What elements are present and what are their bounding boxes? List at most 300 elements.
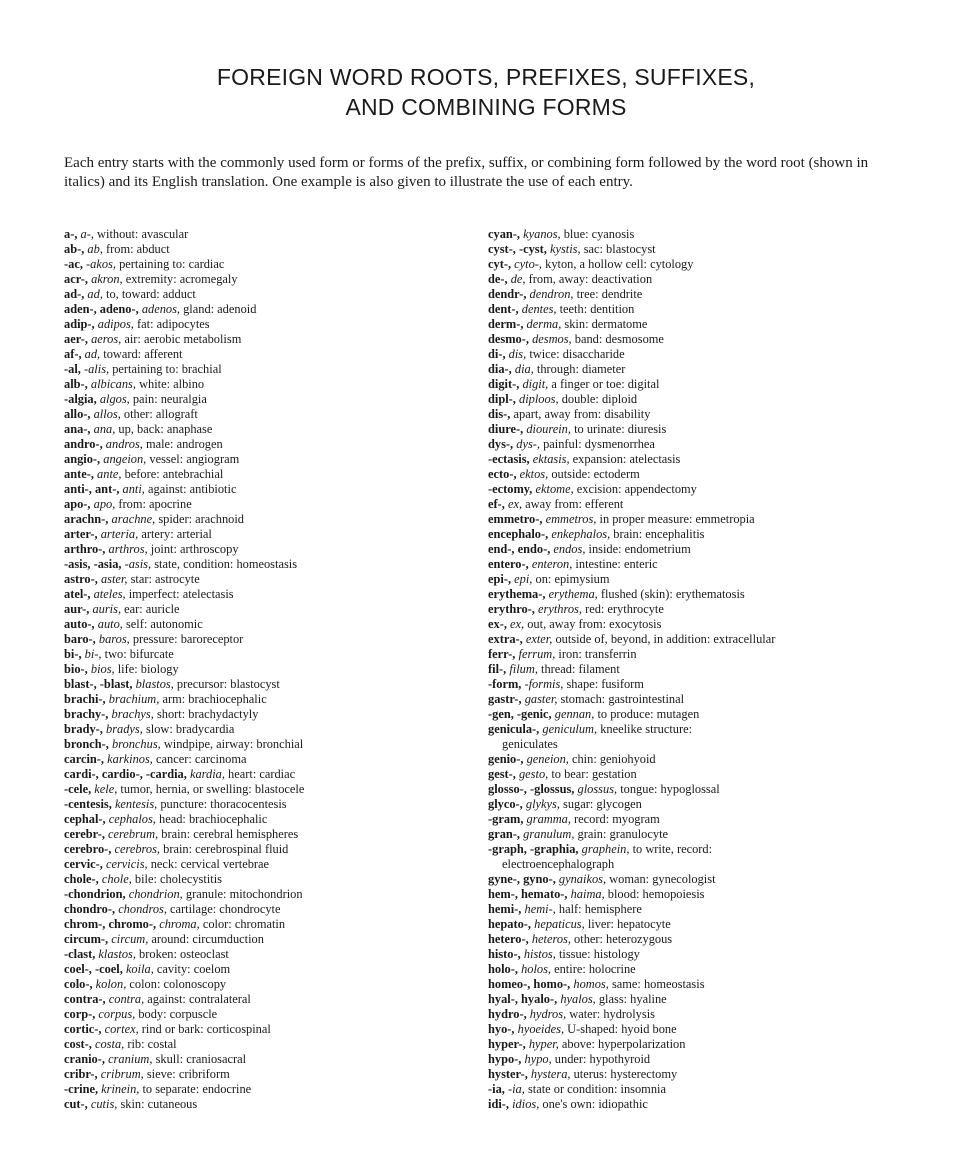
entry-definition-continued: geniculates xyxy=(502,737,558,751)
entry-root: chroma, xyxy=(159,917,200,931)
entry-form: auto-, xyxy=(64,617,95,631)
entry-root: ex, xyxy=(510,617,525,631)
entry xyxy=(64,692,464,707)
entry-form: brachi-, xyxy=(64,692,106,706)
entry-form: cortic-, xyxy=(64,1022,102,1036)
entry-form: -gram, xyxy=(488,812,524,826)
entry-root: bronchus, xyxy=(111,737,161,751)
entry-root: aster, xyxy=(100,572,128,586)
entry-root: emmetros, xyxy=(545,512,597,526)
entry-root: chondrion, xyxy=(128,887,183,901)
entry xyxy=(488,512,908,527)
entry xyxy=(488,542,908,557)
entry xyxy=(64,587,464,602)
entry-form: chole-, xyxy=(64,872,99,886)
entry-form: hypo-, xyxy=(488,1052,522,1066)
entry xyxy=(488,617,908,632)
entry-root: arteria, xyxy=(100,527,139,541)
entry-form: gran-, xyxy=(488,827,521,841)
entry-form: brachy-, xyxy=(64,707,109,721)
entry-root: bi-, xyxy=(84,647,102,661)
entry-root: diourein, xyxy=(526,422,571,436)
entry-definition: above: hyperpolarization xyxy=(558,1037,686,1051)
entry xyxy=(64,317,464,332)
entry-root: ferrum, xyxy=(518,647,556,661)
entry xyxy=(64,872,464,887)
entry-root: koila, xyxy=(125,962,154,976)
entry-root: cephalos, xyxy=(108,812,156,826)
entry-definition: rind or bark: corticospinal xyxy=(138,1022,271,1036)
entry-definition: expansion: atelectasis xyxy=(569,452,681,466)
entry-definition: state or condition: insomnia xyxy=(524,1082,666,1096)
entry-form: erythro-, xyxy=(488,602,535,616)
entry-form: cerebro-, xyxy=(64,842,112,856)
entry-form: brady-, xyxy=(64,722,103,736)
entry xyxy=(488,587,908,602)
entry-root: cyto-, xyxy=(514,257,543,271)
entry-form: dys-, xyxy=(488,437,514,451)
entry-form: epi-, xyxy=(488,572,512,586)
entry-form: -ectasis, xyxy=(488,452,530,466)
entry-form: -clast, xyxy=(64,947,96,961)
entry-root: dentes, xyxy=(521,302,557,316)
entry-form: angio-, xyxy=(64,452,101,466)
entry-definition: sugar: glycogen xyxy=(559,797,642,811)
entry-root: gynaikos, xyxy=(558,872,607,886)
entry-definition: excision: appendectomy xyxy=(573,482,697,496)
entry xyxy=(64,482,464,497)
entry-definition: artery: arterial xyxy=(138,527,212,541)
entry-root: cribrum, xyxy=(100,1067,144,1081)
entry-definition: to write, record: xyxy=(629,842,713,856)
entry-definition: tongue: hypoglossal xyxy=(617,782,720,796)
entry-form: histo-, xyxy=(488,947,521,961)
entry-root: auto, xyxy=(97,617,123,631)
entry-root: albicans, xyxy=(90,377,136,391)
entry-root: geneion, xyxy=(526,752,569,766)
entry xyxy=(64,917,464,932)
entry xyxy=(488,887,908,902)
entry-form: allo-, xyxy=(64,407,91,421)
page-title-line-2: AND COMBINING FORMS xyxy=(345,94,627,120)
entry-form: ef-, xyxy=(488,497,505,511)
entry xyxy=(488,827,908,842)
entry-definition: against: antibiotic xyxy=(144,482,237,496)
entry-definition: cavity: coelom xyxy=(153,962,231,976)
entry-root: de, xyxy=(510,272,526,286)
entry-form: arter-, xyxy=(64,527,98,541)
entry-definition: to separate: endocrine xyxy=(139,1082,252,1096)
entry-form: hyal-, hyalo-, xyxy=(488,992,558,1006)
entry-root: erythros, xyxy=(538,602,582,616)
entry-form: bronch-, xyxy=(64,737,109,751)
entry xyxy=(488,977,908,992)
entry-definition: teeth: dentition xyxy=(556,302,635,316)
entry-definition: inside: endometrium xyxy=(585,542,691,556)
entry-form: entero-, xyxy=(488,557,529,571)
entry-root: gaster, xyxy=(524,692,558,706)
entry-root: cerebrum, xyxy=(108,827,159,841)
entry-definition: gland: adenoid xyxy=(180,302,257,316)
entry-definition: broken: osteoclast xyxy=(135,947,229,961)
entry-root: auris, xyxy=(92,602,122,616)
entry-definition: skin: dermatome xyxy=(561,317,648,331)
entry-definition: from: apocrine xyxy=(115,497,192,511)
entry-form: digit-, xyxy=(488,377,520,391)
entry-definition: before: antebrachial xyxy=(121,467,224,481)
entry-root: ateles, xyxy=(93,587,126,601)
entry-root: cutis, xyxy=(90,1097,118,1111)
entry-definition: brain: cerebrospinal fluid xyxy=(160,842,289,856)
entry-definition: brain: cerebral hemispheres xyxy=(158,827,299,841)
entry-root: ad, xyxy=(87,287,103,301)
entry xyxy=(488,842,908,872)
entry-form: cyst-, -cyst, xyxy=(488,242,547,256)
entry xyxy=(488,767,908,782)
entry-root: arthros, xyxy=(108,542,148,556)
entry-form: cervic-, xyxy=(64,857,103,871)
entry xyxy=(488,422,908,437)
entry-root: ab, xyxy=(87,242,103,256)
entry-form: diure-, xyxy=(488,422,524,436)
entry-definition: in proper measure: emmetropia xyxy=(596,512,755,526)
entry-root: diploos, xyxy=(519,392,559,406)
entry-form: hem-, hemato-, xyxy=(488,887,568,901)
entry-form: alb-, xyxy=(64,377,88,391)
entry-definition: kyton, a hollow cell: cytology xyxy=(542,257,694,271)
entry-root: bios, xyxy=(90,662,115,676)
entry-form: ana-, xyxy=(64,422,91,436)
entry xyxy=(488,872,908,887)
entry-root: desmos, xyxy=(532,332,572,346)
entry xyxy=(488,362,908,377)
entry xyxy=(488,482,908,497)
entry-definition: imperfect: atelectasis xyxy=(125,587,234,601)
entry-definition: away from: efferent xyxy=(522,497,624,511)
entry xyxy=(64,392,464,407)
entry-root: akron, xyxy=(91,272,123,286)
entry xyxy=(64,1097,464,1112)
entry-form: gastr-, xyxy=(488,692,522,706)
entry-root: corpus, xyxy=(98,1007,136,1021)
entry xyxy=(64,452,464,467)
entry-definition: on: epimysium xyxy=(532,572,610,586)
entry-form: aur-, xyxy=(64,602,90,616)
entry-definition: blue: cyanosis xyxy=(560,227,635,241)
entry-definition: body: corpuscle xyxy=(135,1007,218,1021)
entry xyxy=(64,647,464,662)
entry-form: a-, xyxy=(64,227,78,241)
entry xyxy=(64,827,464,842)
entry-form: atel-, xyxy=(64,587,91,601)
entry-root: gennan, xyxy=(554,707,595,721)
entry-definition: puncture: thoracocentesis xyxy=(157,797,287,811)
entry-root: a-, xyxy=(80,227,94,241)
entry xyxy=(64,677,464,692)
entry-definition: double: diploid xyxy=(558,392,638,406)
entry xyxy=(64,632,464,647)
entry xyxy=(488,497,908,512)
entry-root: hypo, xyxy=(524,1052,552,1066)
entry xyxy=(64,242,464,257)
entry-form: cephal-, xyxy=(64,812,106,826)
entry-root: epi, xyxy=(514,572,533,586)
entry-definition: colon: colonoscopy xyxy=(126,977,227,991)
entry-form: hydro-, xyxy=(488,1007,527,1021)
entry-form: extra-, xyxy=(488,632,523,646)
entry-form: glosso-, -glossus, xyxy=(488,782,575,796)
entry xyxy=(64,527,464,542)
entry xyxy=(488,782,908,797)
entry-root: dys-, xyxy=(516,437,540,451)
entry-form: -algia, xyxy=(64,392,97,406)
entry-root: bradys, xyxy=(106,722,143,736)
entry-root: costa, xyxy=(94,1037,125,1051)
entries-column-right xyxy=(488,227,908,1112)
entry xyxy=(488,812,908,827)
entry-root: -alis, xyxy=(83,362,110,376)
entry-form: -chondrion, xyxy=(64,887,126,901)
entry xyxy=(488,1097,908,1112)
entry-definition: skull: craniosacral xyxy=(152,1052,247,1066)
entry-root: adenos, xyxy=(141,302,181,316)
entry xyxy=(488,392,908,407)
entry-form: acr-, xyxy=(64,272,88,286)
entry xyxy=(488,1007,908,1022)
entry-definition: intestine: enteric xyxy=(572,557,658,571)
entry-form: carcin-, xyxy=(64,752,105,766)
entry-root: anti, xyxy=(122,482,145,496)
entry xyxy=(488,962,908,977)
entry xyxy=(64,257,464,272)
entry-definition: other: allograft xyxy=(120,407,198,421)
entry-definition: sac: blastocyst xyxy=(580,242,656,256)
entry-form: dia-, xyxy=(488,362,512,376)
entry xyxy=(64,737,464,752)
entry xyxy=(64,437,464,452)
entry-form: holo-, xyxy=(488,962,518,976)
entry-root: hystera, xyxy=(530,1067,571,1081)
entry-root: -asis, xyxy=(124,557,152,571)
entry-definition: arm: brachiocephalic xyxy=(159,692,267,706)
entry-form: hyo-, xyxy=(488,1022,515,1036)
entry-definition: short: brachydactyly xyxy=(153,707,259,721)
entry-definition: sieve: cribriform xyxy=(143,1067,230,1081)
entry-definition: two: bifurcate xyxy=(101,647,174,661)
entry xyxy=(64,962,464,977)
entry xyxy=(488,287,908,302)
entry-root: karkinos, xyxy=(107,752,153,766)
entry-form: cost-, xyxy=(64,1037,92,1051)
entry xyxy=(488,452,908,467)
entry-root: cortex, xyxy=(104,1022,139,1036)
entry xyxy=(64,347,464,362)
entry-definition: joint: arthroscopy xyxy=(147,542,239,556)
entry xyxy=(64,947,464,962)
entry-form: derm-, xyxy=(488,317,524,331)
entry-root: arachne, xyxy=(111,512,156,526)
entry xyxy=(488,272,908,287)
entry xyxy=(488,902,908,917)
entry-definition: windpipe, airway: bronchial xyxy=(160,737,304,751)
entry-form: -centesis, xyxy=(64,797,112,811)
entry-root: kyanos, xyxy=(523,227,561,241)
entry xyxy=(64,362,464,377)
entry xyxy=(488,377,908,392)
entry xyxy=(488,797,908,812)
entry-definition: ear: auricle xyxy=(121,602,180,616)
entry xyxy=(488,752,908,767)
entry-form: dipl-, xyxy=(488,392,516,406)
entry-definition: woman: gynecologist xyxy=(606,872,716,886)
entry xyxy=(64,287,464,302)
entry-root: enkephalos, xyxy=(551,527,611,541)
entry-definition: outside: ectoderm xyxy=(548,467,640,481)
entry-definition: to produce: mutagen xyxy=(594,707,700,721)
entry xyxy=(64,707,464,722)
entry-root: digit, xyxy=(522,377,549,391)
entry-definition: thread: filament xyxy=(537,662,620,676)
entry xyxy=(488,707,908,722)
entry-root: dia, xyxy=(514,362,534,376)
entry-definition: other: heterozygous xyxy=(570,932,673,946)
entry-root: haima, xyxy=(570,887,605,901)
entry xyxy=(64,1082,464,1097)
entry-definition: cancer: carcinoma xyxy=(152,752,247,766)
entry-root: glykys, xyxy=(525,797,560,811)
entry-form: di-, xyxy=(488,347,506,361)
entry-form: -asis, -asia, xyxy=(64,557,122,571)
entry xyxy=(64,272,464,287)
entry-root: hydros, xyxy=(529,1007,567,1021)
entry-root: graphein, xyxy=(581,842,630,856)
entry-definition: blood: hemopoiesis xyxy=(604,887,705,901)
entry-form: idi-, xyxy=(488,1097,509,1111)
entry xyxy=(64,302,464,317)
entry-form: hetero-, xyxy=(488,932,529,946)
entry-definition: star: astrocyte xyxy=(127,572,200,586)
entry xyxy=(488,722,908,752)
entry-form: chrom-, chromo-, xyxy=(64,917,157,931)
entry-root: contra, xyxy=(108,992,145,1006)
entry xyxy=(488,227,908,242)
entry xyxy=(488,692,908,707)
entry-definition: heart: cardiac xyxy=(224,767,296,781)
entry-definition: entire: holocrine xyxy=(551,962,636,976)
entry-root: circum, xyxy=(111,932,149,946)
entry-root: chole, xyxy=(101,872,132,886)
entry xyxy=(64,497,464,512)
entry-form: de-, xyxy=(488,272,508,286)
entry-definition: extremity: acromegaly xyxy=(122,272,238,286)
entry xyxy=(488,257,908,272)
entry-definition: shape: fusiform xyxy=(563,677,644,691)
entry-root: histos, xyxy=(523,947,556,961)
entry-definition: precursor: blastocyst xyxy=(173,677,280,691)
entry-form: hepato-, xyxy=(488,917,532,931)
entry-root: enteron, xyxy=(531,557,573,571)
entry-form: corp-, xyxy=(64,1007,96,1021)
entry-form: -graph, -graphia, xyxy=(488,842,579,856)
entry xyxy=(488,1082,908,1097)
entry-definition: bile: cholecystitis xyxy=(131,872,222,886)
entry-root: geniculum, xyxy=(542,722,598,736)
entry-definition: apart, away from: disability xyxy=(513,407,651,421)
entry-definition: from: abduct xyxy=(102,242,170,256)
entry-definition: to urinate: diuresis xyxy=(570,422,667,436)
entry-definition: outside of, beyond, in addition: extracellular xyxy=(552,632,776,646)
entry-definition: uterus: hysterectomy xyxy=(570,1067,678,1081)
entry-form: cardi-, cardio-, -cardia, xyxy=(64,767,187,781)
entry xyxy=(488,317,908,332)
entries-column-left xyxy=(64,227,464,1112)
entry xyxy=(64,377,464,392)
entry-root: adipos, xyxy=(97,317,134,331)
entry xyxy=(64,932,464,947)
entry xyxy=(64,512,464,527)
entry-root: filum, xyxy=(509,662,538,676)
entry-form: ecto-, xyxy=(488,467,517,481)
entry-definition: without: avascular xyxy=(93,227,189,241)
entry-definition: pertaining to: brachial xyxy=(109,362,222,376)
entry-root: -akos, xyxy=(86,257,116,271)
entry-definition: kneelike structure: xyxy=(597,722,693,736)
entry-form: blast-, -blast, xyxy=(64,677,133,691)
entry xyxy=(488,467,908,482)
entry-root: kele, xyxy=(94,782,118,796)
entry xyxy=(64,812,464,827)
entry-form: gest-, xyxy=(488,767,516,781)
entry xyxy=(488,332,908,347)
entry xyxy=(64,662,464,677)
entry-root: brachys, xyxy=(111,707,154,721)
entry-form: bio-, xyxy=(64,662,88,676)
entry-form: cyan-, xyxy=(488,227,521,241)
entry-root: chondros, xyxy=(118,902,167,916)
entry-form: cut-, xyxy=(64,1097,88,1111)
entry xyxy=(64,1052,464,1067)
entry-definition: brain: encephalitis xyxy=(610,527,705,541)
entry-definition: against: contralateral xyxy=(144,992,251,1006)
entry xyxy=(64,1067,464,1082)
entry-form: -ia, xyxy=(488,1082,505,1096)
entry-definition: red: erythrocyte xyxy=(581,602,664,616)
entry xyxy=(488,647,908,662)
entry-definition: around: circumduction xyxy=(148,932,264,946)
entry xyxy=(64,992,464,1007)
entry xyxy=(488,917,908,932)
entry xyxy=(64,407,464,422)
entry-definition: record: myogram xyxy=(570,812,660,826)
entry-root: homos, xyxy=(573,977,609,991)
entry-definition: spider: arachnoid xyxy=(155,512,244,526)
entry-form: bi-, xyxy=(64,647,82,661)
entry-form: desmo-, xyxy=(488,332,529,346)
entry-root: heteros, xyxy=(531,932,571,946)
entry xyxy=(488,527,908,542)
entry-root: ad, xyxy=(84,347,101,361)
entry-definition: life: biology xyxy=(114,662,179,676)
entry xyxy=(488,662,908,677)
entry-form: fil-, xyxy=(488,662,507,676)
entry xyxy=(64,332,464,347)
entry xyxy=(64,467,464,482)
entry-definition: slow: bradycardia xyxy=(142,722,235,736)
entry xyxy=(64,842,464,857)
entry-form: -gen, -genic, xyxy=(488,707,552,721)
entry-root: brachium, xyxy=(108,692,160,706)
entry-root: blastos, xyxy=(135,677,174,691)
